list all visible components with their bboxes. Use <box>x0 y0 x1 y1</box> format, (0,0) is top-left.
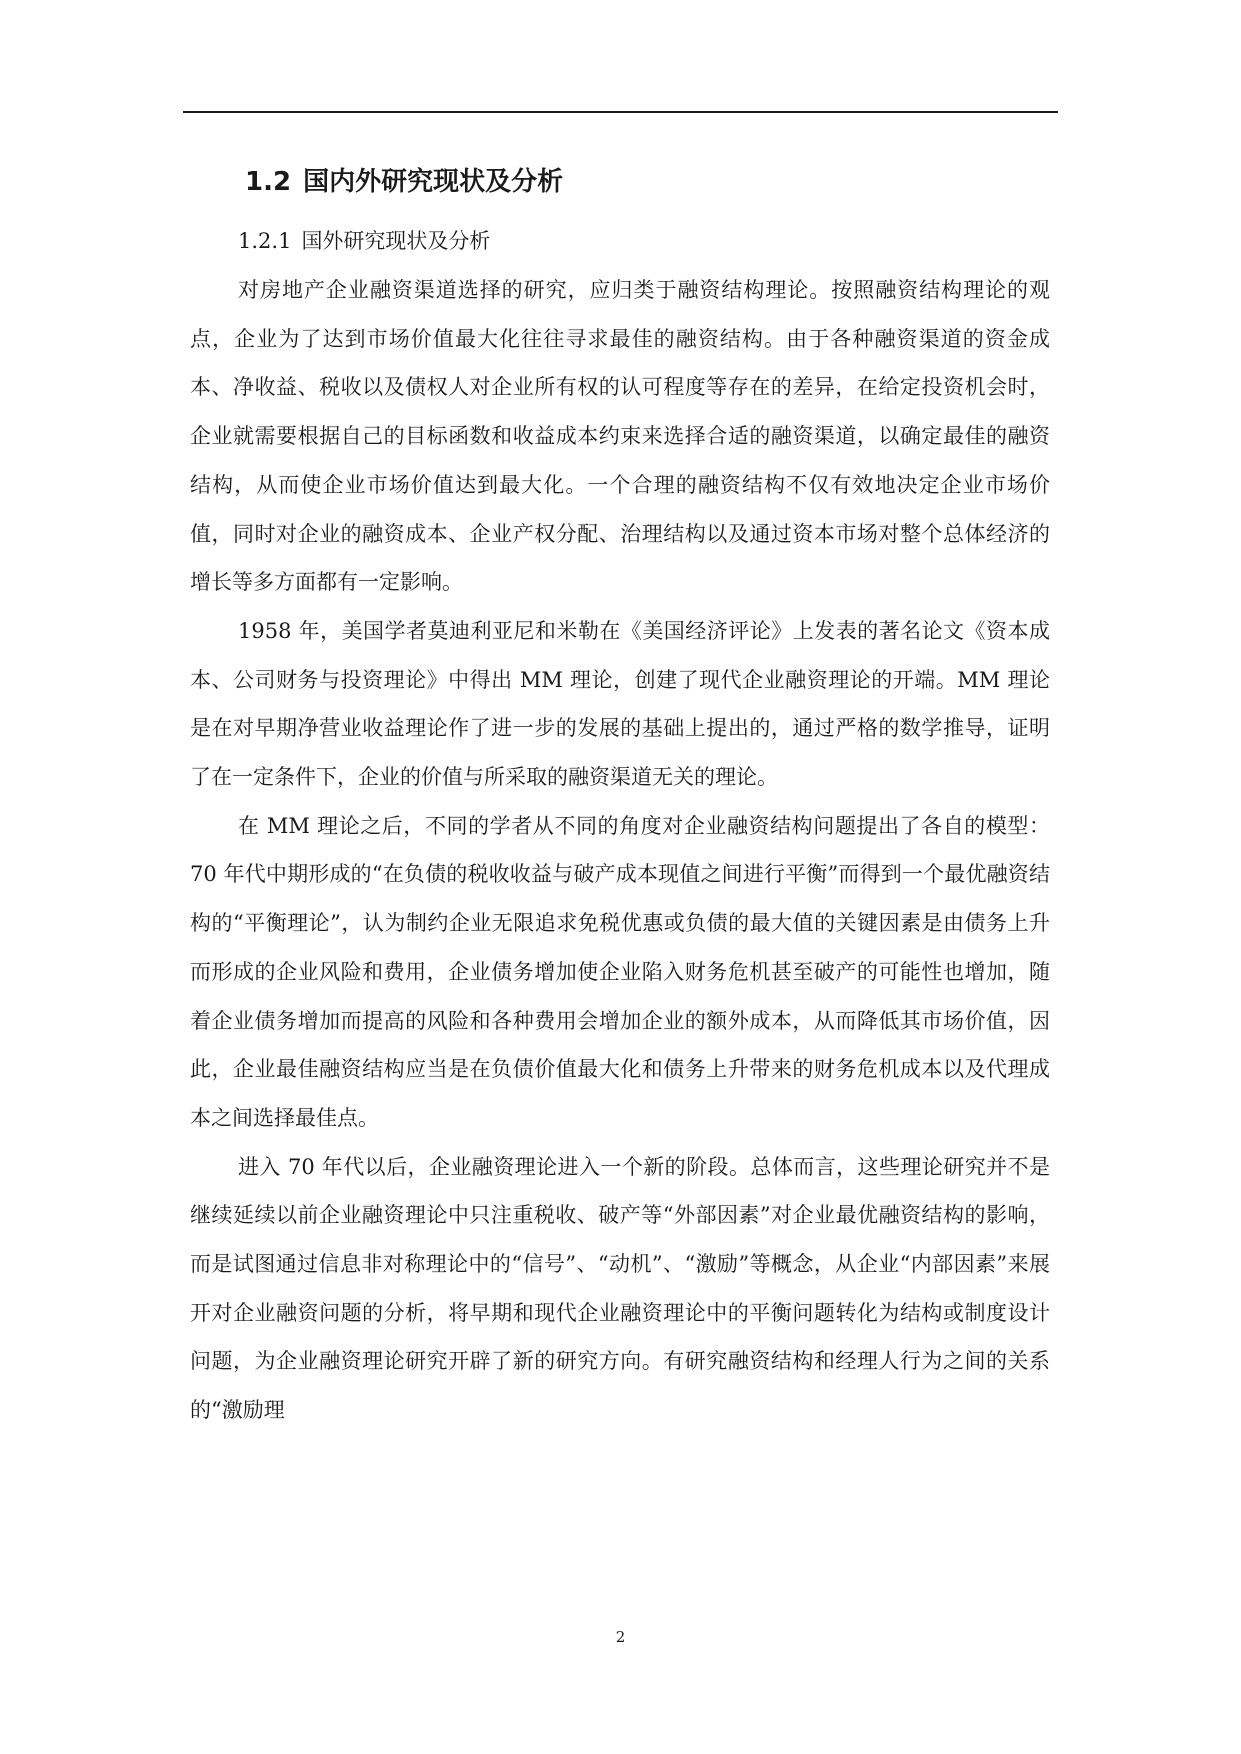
subsection-number: 1.2.1 <box>238 229 292 253</box>
paragraph-mm-theory: 1958 年，美国学者莫迪利亚尼和米勒在《美国经济评论》上发表的著名论文《资本成本、公司财务与投资理论》中得出 MM 理论，创建了现代企业融资理论的开端。MM 理论是在对早期净营业收益理论作了进一步的发展的基础上提出的，通过严格的数学推导，证明了在一定条件下，企业的价值与所采取的融资渠道无关的理论。 <box>190 618 1050 790</box>
page-number: 2 <box>615 1628 626 1646</box>
paragraph-trade-off-theory: 在 MM 理论之后，不同的学者从不同的角度对企业融资结构问题提出了各自的模型：70 年代中期形成的“在负债的税收收益与破产成本现值之间进行平衡”而得到一个最优融资结构的“平衡理论”，认为制约企业无限追求免税优惠或负债的最大值的关键因素是由债务上升而形成的企业风险和费用，企业债务增加使企业陷入财务危机甚至破产的可能性也增加，随着企业债务增加而提高的风险和各种费用会增加企业的额外成本，从而降低其市场价值，因此，企业最佳融资结构应当是在负债价值最大化和债务上升带来的财务危机成本以及代理成本之间选择最佳点。 <box>190 813 1050 1130</box>
paragraph-financing-structure-theory: 对房地产企业融资渠道选择的研究，应归类于融资结构理论。按照融资结构理论的观点，企业为了达到市场价值最大化往往寻求最佳的融资结构。由于各种融资渠道的资金成本、净收益、税收以及债权人对企业所有权的认可程度等存在的差异，在给定投资机会时，企业就需要根据自己的目标函数和收益成本约束来选择合适的融资渠道，以确定最佳的融资结构，从而使企业市场价值达到最大化。一个合理的融资结构不仅有效地决定企业市场价值，同时对企业的融资成本、企业产权分配、治理结构以及通过资本市场对整个总体经济的增长等多方面都有一定影响。 <box>190 278 1050 595</box>
body-text <box>190 266 1050 1435</box>
section-title: 国内外研究现状及分析 <box>303 167 564 197</box>
subsection-title: 国外研究现状及分析 <box>301 229 491 253</box>
paragraph-information-asymmetry: 进入 70 年代以后，企业融资理论进入一个新的阶段。总体而言，这些理论研究并不是继续延续以前企业融资理论中只注重税收、破产等“外部因素”对企业最优融资结构的影响，而是试图通过信息非对称理论中的“信号”、“动机”、“激励”等概念，从企业“内部因素”来展开对企业融资问题的分析，将早期和现代企业融资理论中的平衡问题转化为结构或制度设计问题，为企业融资理论研究开辟了新的研究方向。有研究融资结构和经理人行为之间的关系的“激励理 <box>190 1154 1050 1423</box>
header-rule <box>183 111 1058 113</box>
section-heading <box>245 163 563 201</box>
subsection-heading <box>238 224 490 258</box>
section-number: 1.2 <box>245 167 292 197</box>
